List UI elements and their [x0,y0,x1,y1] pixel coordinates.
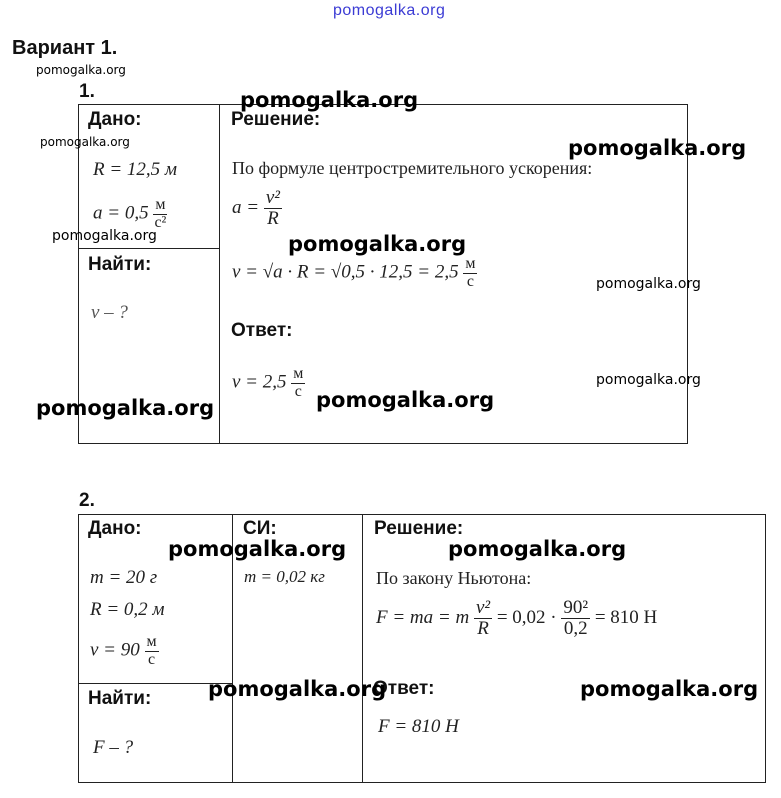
problem-1-solution-text: По формуле центростремительного ускорения: [232,158,593,178]
problem-2-answer-value: F = 810 Н [378,716,459,737]
watermark: pomogalka.org [596,372,701,388]
problem-1-answer-value [232,366,305,401]
answer-unit [291,366,305,401]
problem-2-find-value: F – ? [93,737,134,758]
problem-2-answer-label: Ответ: [373,678,435,699]
unit-denominator: c² [154,213,167,231]
watermark: pomogalka.org [208,677,387,701]
watermark: pomogalka.org [596,276,701,292]
formula-v-expression: v = √a · R = √0,5 · 12,5 = 2,5 [232,261,459,283]
problem-2-given-velocity [90,634,159,669]
site-header-link[interactable]: pomogalka.org [333,2,446,19]
watermark: pomogalka.org [568,136,747,160]
formula-rhs: = 810 Н [594,606,658,628]
unit-numerator: м [293,365,304,382]
watermark: pomogalka.org [168,537,347,561]
unit-denominator: c [466,272,474,290]
formula-fraction-2 [561,598,590,639]
watermark: pomogalka.org [36,396,215,420]
problem-1-formula-a [232,188,282,229]
watermark: pomogalka.org [448,537,627,561]
problem-2-number: 2. [79,490,95,511]
watermark: pomogalka.org [316,388,495,412]
fraction-1-numerator: v² [475,597,491,618]
problem-2-solution-label: Решение: [374,518,464,539]
watermark: pomogalka.org [40,135,130,149]
given-a-unit [153,197,167,232]
problem-1-find-label: Найти: [88,254,152,275]
given-v-lhs: v = 90 [90,639,140,661]
unit-numerator: м [146,633,157,650]
problem-2-si-label: СИ: [243,518,277,539]
unit-numerator: м [465,255,476,272]
problem-2-given-mass: m = 20 г [90,567,158,588]
problem-1-given-acceleration [93,197,167,232]
unit-numerator: м [155,196,166,213]
problem-1-number: 1. [79,81,95,102]
problem-1-answer-label: Ответ: [231,320,293,341]
problem-2-solution-text: По закону Ньютона: [376,568,532,588]
problem-1-solution-label: Решение: [231,109,321,130]
given-a-lhs: a = 0,5 [93,202,149,224]
watermark: pomogalka.org [52,228,157,244]
problem-1-formula-v [232,256,477,291]
fraction-1-denominator: R [477,617,489,639]
formula-a-fraction [264,188,282,229]
formula-lhs: F = ma = m [376,606,470,628]
unit-denominator: c [294,382,302,400]
problem-2-si-mass: m = 0,02 кг [244,567,325,586]
formula-a-numerator: v² [265,187,280,208]
watermark: pomogalka.org [580,677,759,701]
variant-title: Вариант 1. [12,37,118,59]
problem-2-given-label: Дано: [88,518,142,539]
formula-a-denominator: R [267,207,279,229]
problem-1-given-radius: R = 12,5 м [93,159,178,180]
formula-mid: = 0,02 · [496,606,557,628]
fraction-2-numerator: 90² [563,597,589,618]
formula-v-unit [463,256,477,291]
problem-1-find-value: v – ? [91,302,128,323]
watermark: pomogalka.org [240,88,419,112]
formula-fraction-1 [474,598,492,639]
problem-1-given-label: Дано: [88,109,142,130]
answer-v: v = 2,5 [232,371,287,393]
problem-2-find-label: Найти: [88,688,152,709]
watermark: pomogalka.org [288,232,467,256]
unit-denominator: c [148,650,156,668]
watermark: pomogalka.org [36,63,126,77]
formula-a-lhs: a = [232,196,260,218]
problem-2-formula [376,598,657,639]
given-v-unit [145,634,159,669]
problem-2-given-radius: R = 0,2 м [90,599,165,620]
fraction-2-denominator: 0,2 [563,617,588,639]
